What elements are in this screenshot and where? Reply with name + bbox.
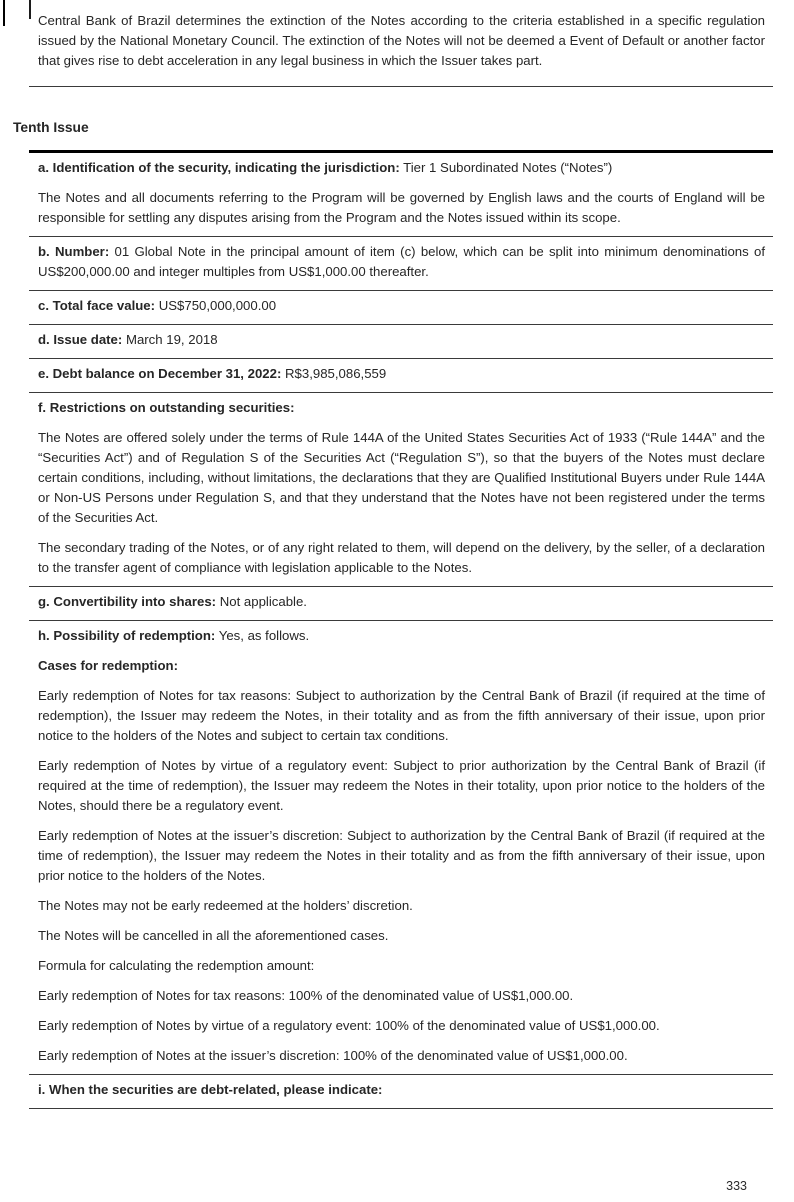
row-paragraph: The Notes are offered solely under the terms of Rule 144A of the United States Securities Act of 1933 (“Rule 144A” and the “Securities Act”) and of Regulation S of the Securities Act (“Regulation S”), so that the buyers of the Notes must declare certain conditions, including, without limitations, the declarations that they are Qualified Institutional Buyers under Rule 144A or Non-US Persons under Regulation S, and that they understand that the Notes have not been registered under the terms of the Securities Act.: [38, 430, 765, 525]
row-value: US$750,000,000.00: [158, 298, 277, 313]
row-lead: [38, 158, 765, 178]
table-row-h: [29, 621, 773, 1075]
table-row-a: [29, 153, 773, 237]
intro-section: [29, 0, 773, 87]
row-label: d. Issue date:: [38, 332, 123, 347]
table-row-e: [29, 359, 773, 393]
page-number: 333: [726, 1179, 747, 1193]
row-label: f. Restrictions on outstanding securities:: [38, 400, 295, 415]
table-row-i: [29, 1075, 773, 1109]
table-row-g: [29, 587, 773, 621]
row-label: a. Identification of the security, indicating the jurisdiction:: [38, 160, 400, 175]
row-paragraph: Early redemption of Notes by virtue of a regulatory event: 100% of the denominated value of US$1,000.00.: [38, 1018, 660, 1033]
row-lead: [38, 626, 765, 646]
row-lead: [38, 330, 765, 350]
row-label: e. Debt balance on December 31, 2022:: [38, 366, 282, 381]
row-paragraph: Early redemption of Notes at the issuer’s discretion: Subject to authorization by the Central Bank of Brazil (if required at the time of redemption), the Issuer may redeem the Notes in their totality and as from the fifth anniversary of their issue, upon prior notice to the holders of the Notes.: [38, 828, 765, 883]
section-heading: Tenth Issue: [13, 120, 89, 135]
row-label: b. Number:: [38, 244, 110, 259]
row-lead: [38, 398, 765, 418]
row-label: h. Possibility of redemption:: [38, 628, 216, 643]
row-paragraph: Early redemption of Notes for tax reasons: Subject to authorization by the Central Bank of Brazil (if required at the time of redemption), the Issuer may redeem the Notes, in their totality and as from the fifth anniversary of their issue, upon prior notice to the holders of the Notes and subject to certain tax conditions.: [38, 688, 765, 743]
table-row-f: [29, 393, 773, 587]
row-value: Yes, as follows.: [218, 628, 310, 643]
disclosure-table: [29, 150, 773, 1109]
table-row-d: [29, 325, 773, 359]
row-label: g. Convertibility into shares:: [38, 594, 217, 609]
intro-paragraph: Central Bank of Brazil determines the extinction of the Notes according to the criteria established in a specific regulation issued by the National Monetary Council. The extinction of the Notes will not be deemed a Event of Default or another factor that gives rise to debt acceleration in any legal business in which the Issuer takes part.: [38, 13, 765, 68]
page-edge-border-fragment: [3, 0, 5, 26]
row-paragraph: Formula for calculating the redemption amount:: [38, 958, 315, 973]
row-lead: [38, 1080, 765, 1100]
row-paragraph: Early redemption of Notes for tax reasons: 100% of the denominated value of US$1,000.00.: [38, 988, 574, 1003]
row-paragraph: Early redemption of Notes at the issuer’s discretion: 100% of the denominated value of US$1,000.00.: [38, 1048, 628, 1063]
row-lead: [38, 592, 765, 612]
row-label: c. Total face value:: [38, 298, 156, 313]
row-paragraph: Early redemption of Notes by virtue of a regulatory event: Subject to prior authorization by the Central Bank of Brazil (if required at the time of redemption), the Issuer may redeem the Notes in their totality, upon prior notice to the holders of the Notes, should there be a regulatory event.: [38, 758, 765, 813]
row-value: Not applicable.: [219, 594, 307, 609]
table-row-c: [29, 291, 773, 325]
row-lead: [38, 296, 765, 316]
row-paragraph: The Notes may not be early redeemed at the holders’ discretion.: [38, 898, 413, 913]
row-label: i. When the securities are debt-related, please indicate:: [38, 1082, 383, 1097]
row-lead: [38, 242, 765, 282]
row-lead: [38, 364, 765, 384]
row-subheading: Cases for redemption:: [38, 658, 178, 673]
row-value: 01 Global Note in the principal amount of item (c) below, which can be split into minimum denominations of US$200,000.00 and integer multiples from US$1,000.00 thereafter.: [38, 244, 766, 279]
row-paragraph: The secondary trading of the Notes, or of any right related to them, will depend on the delivery, by the seller, of a declaration to the transfer agent of compliance with legislation applicable to the Notes.: [38, 540, 765, 575]
row-paragraph: The Notes and all documents referring to the Program will be governed by English laws and the courts of England will be responsible for settling any disputes arising from the Program and the Notes issued within its scope.: [38, 190, 765, 225]
row-value: R$3,985,086,559: [285, 366, 387, 381]
row-value: Tier 1 Subordinated Notes (“Notes”): [403, 160, 613, 175]
row-value: March 19, 2018: [125, 332, 218, 347]
table-row-b: [29, 237, 773, 291]
table-left-border-fragment: [29, 0, 31, 19]
row-paragraph: The Notes will be cancelled in all the aforementioned cases.: [38, 928, 389, 943]
